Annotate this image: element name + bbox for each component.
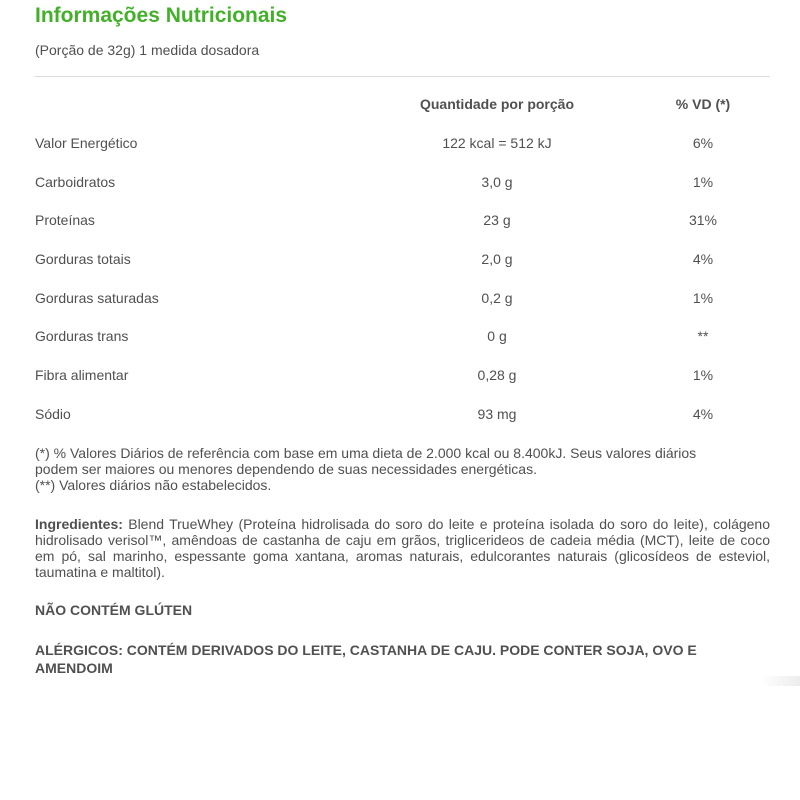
footnote-daily-values: (*) % Valores Diários de referência com base em uma dieta de 2.000 kcal ou 8.400kJ. Seus valores diários	[35, 445, 697, 461]
nutrient-daily-value: 1%	[692, 174, 714, 190]
footnote-not-established: (**) Valores diários não estabelecidos.	[35, 477, 272, 493]
page-title: Informações Nutricionais	[35, 4, 288, 27]
ingredients-text: Blend TrueWhey (Proteína hidrolisada do soro do leite e proteína isolada do soro do leite), colágeno hidrolisado verisol™, amêndoas de castanha de caju em grãos, triglicerideos de cadeia média (MCT), leite de coco em pó, sal marinho, espessante goma xantana, aromas naturais, edulcorantes naturais (glicosídeos de esteviol, taumatina e maltitol).	[35, 516, 770, 580]
nutrient-name: Fibra alimentar	[35, 367, 129, 383]
nutrient-name: Gorduras totais	[35, 251, 131, 267]
nutrient-daily-value: 31%	[688, 212, 718, 228]
column-header-daily-value: % VD (*)	[675, 96, 731, 112]
nutrient-daily-value: 4%	[692, 251, 714, 267]
footnotes	[35, 445, 770, 493]
table-row	[0, 406, 800, 430]
nutrient-quantity: 0,28 g	[477, 367, 517, 383]
allergens-notice: ALÉRGICOS: CONTÉM DERIVADOS DO LEITE, CASTANHA DE CAJU. PODE CONTER SOJA, OVO E AMENDOIM	[35, 642, 697, 676]
nutrient-quantity: 93 mg	[477, 406, 517, 422]
nutrient-name: Gorduras saturadas	[35, 290, 159, 306]
table-row	[0, 135, 800, 159]
nutrient-daily-value: 1%	[692, 290, 714, 306]
table-row	[0, 174, 800, 198]
nutrient-daily-value: **	[697, 328, 709, 344]
nutrient-quantity: 0 g	[487, 328, 507, 344]
nutrient-quantity: 2,0 g	[481, 251, 513, 267]
ingredients-label: Ingredientes:	[35, 516, 123, 532]
table-row	[0, 251, 800, 275]
nutrient-quantity: 3,0 g	[481, 174, 513, 190]
ingredients-paragraph	[35, 516, 770, 580]
edge-fade	[760, 676, 800, 686]
nutrient-daily-value: 1%	[692, 367, 714, 383]
table-row	[0, 328, 800, 352]
nutrient-name: Valor Energético	[35, 135, 138, 151]
nutrient-name: Gorduras trans	[35, 328, 129, 344]
table-row	[0, 367, 800, 391]
nutrient-name: Carboidratos	[35, 174, 116, 190]
table-row	[0, 212, 800, 236]
nutrient-daily-value: 6%	[692, 135, 714, 151]
nutrient-quantity: 23 g	[483, 212, 511, 228]
nutrient-daily-value: 4%	[692, 406, 714, 422]
nutrient-name: Proteínas	[35, 212, 95, 228]
nutrient-quantity: 122 kcal = 512 kJ	[442, 135, 552, 151]
gluten-notice: NÃO CONTÉM GLÚTEN	[35, 602, 193, 618]
table-row	[0, 290, 800, 314]
nutrient-quantity: 0,2 g	[481, 290, 513, 306]
column-header-quantity: Quantidade por porção	[419, 96, 574, 112]
footnote-daily-values-cont: podem ser maiores ou menores dependendo de suas necessidades energéticas.	[35, 461, 537, 477]
nutrient-name: Sódio	[35, 406, 71, 422]
portion-info: (Porção de 32g) 1 medida dosadora	[35, 42, 260, 58]
